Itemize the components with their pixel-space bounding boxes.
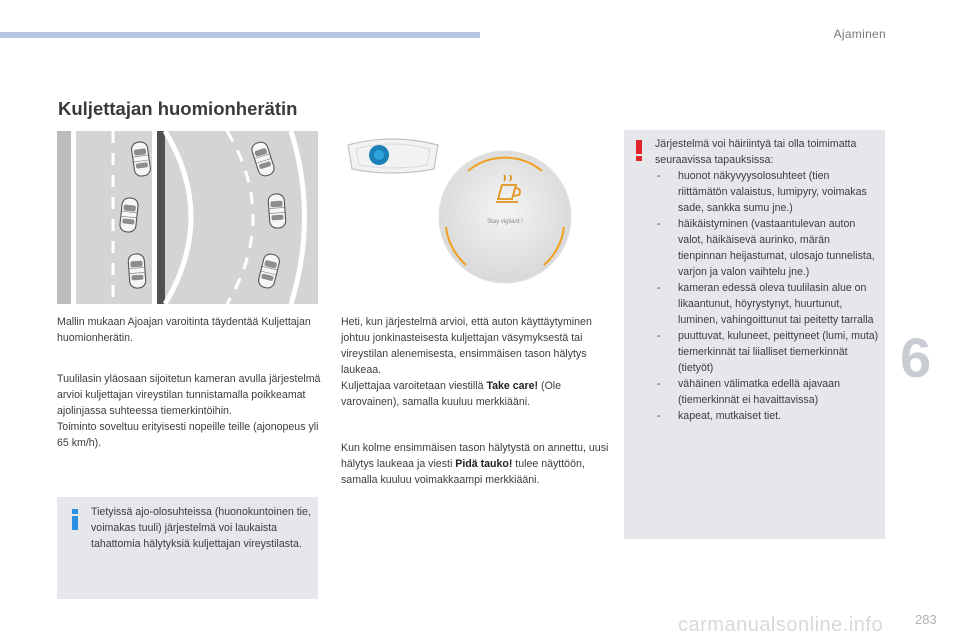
cluster-drawing [342,131,598,304]
list-item: - kameran edessä oleva tuulilasin alue on likaantunut, höyrystynyt, huurtunut, luminen, vahingoittunut tai peitetty tarralla [657,282,874,326]
speed-text: Toiminto soveltuu erityisesti nopeille teille (ajonopeus yli 65 km/h). [57,421,319,449]
section-label: Ajaminen [833,27,886,41]
list-item: - kapeat, mutkaiset tiet. [657,410,782,422]
take-care-label: Take care! [486,380,539,392]
intro-paragraph: Mallin mukaan Ajoajan varoitinta täydentää Kuljettajan huomionherätin. [57,316,311,344]
list-item: - huonot näkyvyysolosuhteet (tien riittämätön valaistus, lumipyry, voimakas sade, sankka sumu jne.) [657,170,867,214]
instrument-cluster-illustration [342,131,598,304]
break-paragraph [341,440,611,488]
info-box [57,497,318,599]
screen-message: Stay vigilant ! [487,219,523,225]
header-accent-bar [0,32,480,38]
warning-box [624,130,885,539]
road-lane-drawing [57,131,318,304]
warning-icon [634,140,644,162]
alert-message-intro: Kuljettajaa varoitetaan viestillä [341,380,487,392]
alert-message-outro: (Ole varovainen), samalla kuuluu merkkiääni. [341,380,562,408]
take-break-label: Pidä tauko! [455,458,513,470]
chapter-number: 6 [900,326,932,389]
page-title: Kuljettajan huomionherätin [58,98,298,119]
list-item: - vähäinen välimatka edellä ajavaan (tiemerkinnät ei havaittavissa) [657,378,840,406]
list-item: - puuttuvat, kuluneet, peittyneet (lumi, muta) tiemerkinnät tai liialliset tiemerkinnät (tietyöt) [657,330,879,374]
watermark: carmanualsonline.info [678,614,884,636]
alert-paragraph [341,314,611,410]
warning-list [655,168,881,424]
break-outro: tulee näyttöön, samalla kuuluu voimakkaampi merkkiääni. [341,458,585,486]
camera-text: Tuulilasin yläosaan sijoitetun kameran avulla järjestelmä arvioi kuljettajan vireystilan tunnistamalla poikkeamat ajolinjassa suhteessa tiemerkintöihin. [57,373,321,417]
break-intro: Kun kolme ensimmäisen tason hälytystä on annettu, uusi hälytys laukeaa ja viesti [341,442,609,470]
info-icon [70,509,80,529]
camera-paragraph [57,371,327,451]
page-number: 283 [915,612,937,627]
info-text: Tietyissä ajo-olosuhteissa (huonokuntoinen tie, voimakas tuuli) järjestelmä voi laukaista tahattomia hälytyksiä kuljettajan vireystilasta. [91,506,311,550]
road-lane-illustration [57,131,318,304]
list-item: - häikäistyminen (vastaantulevan auton valot, häikäisevä aurinko, märän tienpinnan heijastumat, ulosajo tunnelista, varjon ja valon vaihtelu jne.) [657,218,875,278]
warning-intro: Järjestelmä voi häiriintyä tai olla toimimatta seuraavissa tapauksissa: [655,138,857,166]
alert-text: Heti, kun järjestelmä arvioi, että auton käyttäytyminen johtuu jonkinasteisesta kuljettajan väsymyksestä tai vireystilan alenemisesta, ensimmäisen tason hälytys laukeaa. [341,316,592,376]
